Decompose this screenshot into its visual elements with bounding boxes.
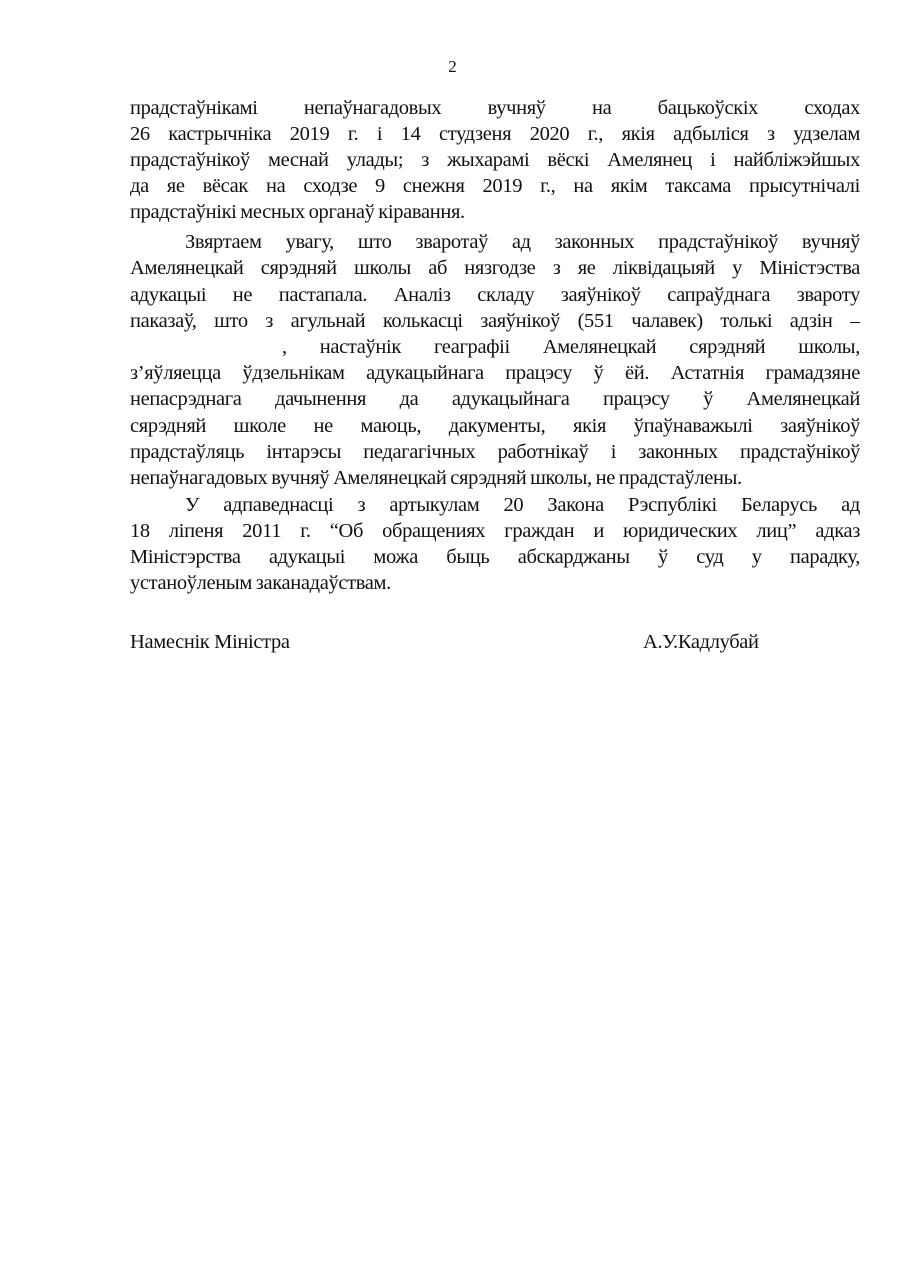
text-line: У адпаведнасці з артыкулам 20 Закона Рэспублікі Беларусь ад [185, 494, 860, 516]
text-line: з’яўляецца ўдзельнікам адукацыйнага працэсу ў ёй. Астатнія грамадзяне [130, 362, 860, 384]
text-line: Звяртаем увагу, што зваротаў ад законных прадстаўнікоў вучняў [185, 231, 860, 253]
text-line: прадстаўнікамі непаўнагадовых вучняў на бацькоўскіх сходах [130, 97, 860, 119]
page-number: 2 [448, 57, 457, 76]
text-line: , настаўнік геаграфіі Амелянецкай сярэдняй школы, [282, 336, 860, 358]
text-line: адукацыі не пастапала. Аналіз складу заяўнікоў сапраўднага звароту [130, 284, 860, 306]
text-line: Амелянецкай сярэдняй школы аб нязгодзе з яе ліквідацыяй у Міністэства [130, 257, 860, 279]
text-line: да яе вёсак на сходзе 9 снежня 2019 г., на якім таксама прысутнічалі [130, 175, 860, 197]
text-line: непаўнагадовых вучняў Амелянецкай сярэдняй школы, не прадстаўлены. [130, 467, 742, 489]
text-line: непасрэднага дачынення да адукацыйнага працэсу ў Амелянецкай [130, 388, 860, 410]
signature-position: Намеснік Міністра [130, 631, 290, 653]
text-line: паказаў, што з агульнай колькасці заяўнікоў (551 чалавек) толькі адзін – [130, 310, 860, 332]
signature-name: А.У.Кадлубай [643, 631, 759, 653]
text-line: прадстаўнікоў меснай улады; з жыхарамі вёскі Амелянец і найбліжэйшых [130, 149, 860, 171]
text-line: 26 кастрычніка 2019 г. і 14 студзеня 2020 г., якія адбыліся з удзелам [130, 123, 860, 145]
text-line: устаноўленым заканадаўствам. [130, 572, 391, 594]
text-line: Міністэрства адукацыі можа быць абскарджаны ў суд у парадку, [130, 546, 860, 568]
text-line: прадстаўляць інтарэсы педагагічных работнікаў і законных прадстаўнікоў [130, 441, 860, 463]
text-line: сярэдняй школе не маюць, дакументы, якія ўпаўнаважылі заяўнікоў [130, 415, 860, 437]
text-line: 18 ліпеня 2011 г. “Об обращениях граждан и юридических лиц” адказ [130, 520, 860, 542]
text-line: прадстаўнікі месных органаў кіравання. [130, 201, 465, 223]
